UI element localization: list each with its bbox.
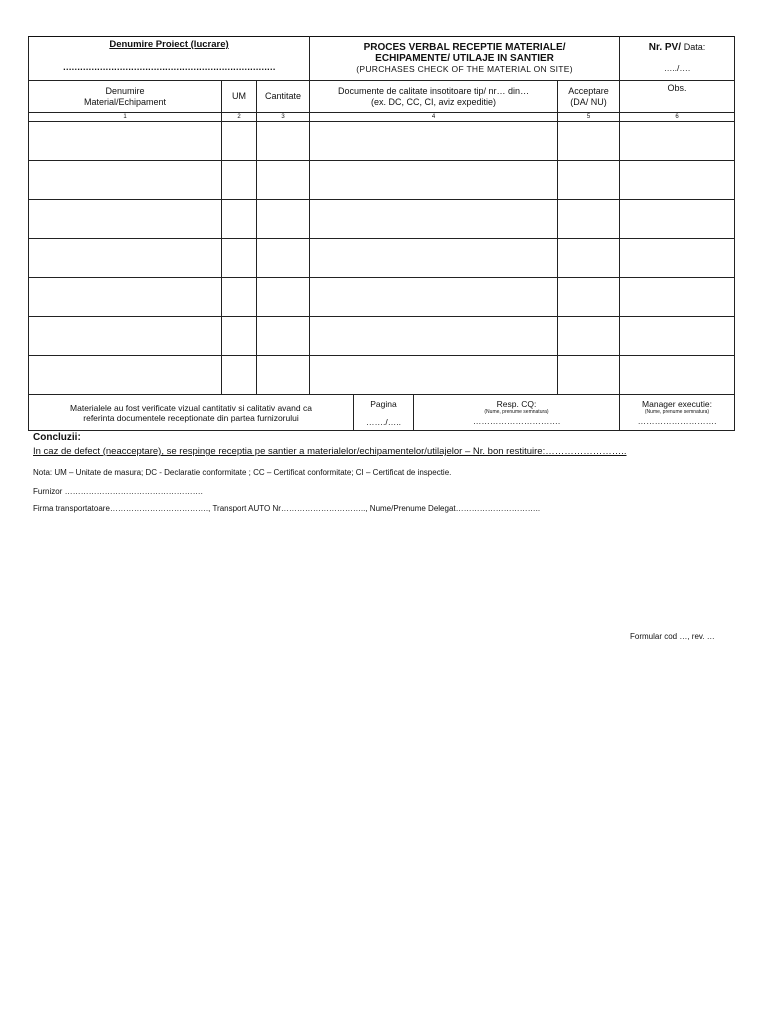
- cell-cantitate[interactable]: [257, 122, 310, 161]
- cell-obs[interactable]: [620, 278, 735, 317]
- column-header-row: [29, 81, 735, 113]
- cell-denumire[interactable]: [29, 317, 222, 356]
- cell-acceptare[interactable]: [558, 122, 620, 161]
- reception-form-table: [28, 36, 735, 395]
- cell-documente[interactable]: [310, 278, 558, 317]
- cell-documente[interactable]: [310, 122, 558, 161]
- pv-title-cell: [310, 37, 620, 81]
- manager-field[interactable]: ……………………….: [637, 416, 717, 426]
- cell-documente[interactable]: [310, 317, 558, 356]
- col-index: 5: [558, 113, 620, 122]
- pv-title-line1: PROCES VERBAL RECEPTIE MATERIALE/: [363, 42, 566, 53]
- project-cell: [29, 37, 310, 81]
- col-denumire-line2: Material/Echipament: [83, 96, 167, 107]
- page-field[interactable]: ……./…..: [366, 416, 401, 427]
- cell-documente[interactable]: [310, 161, 558, 200]
- col-documente-line1: Documente de calitate insotitoare tip/ nr… din…: [337, 85, 530, 96]
- cell-obs[interactable]: [620, 161, 735, 200]
- verification-line2: referinta documentele receptionate din partea furnizorului: [83, 412, 299, 423]
- form-header-row: [29, 37, 735, 81]
- manager-cell: [620, 395, 735, 431]
- verification-statement: [29, 395, 354, 431]
- cell-cantitate[interactable]: [257, 317, 310, 356]
- table-row: [29, 161, 735, 200]
- col-index: 6: [620, 113, 735, 122]
- cell-denumire[interactable]: [29, 200, 222, 239]
- cell-acceptare[interactable]: [558, 278, 620, 317]
- col-index: 3: [257, 113, 310, 122]
- signature-row: [29, 395, 735, 431]
- cell-cantitate[interactable]: [257, 161, 310, 200]
- table-row: [29, 317, 735, 356]
- resp-cq-sublabel: (Nume, prenume semnatura): [484, 409, 549, 415]
- table-row: [29, 356, 735, 395]
- col-cantitate: Cantitate: [257, 81, 310, 113]
- col-documente: [310, 81, 558, 113]
- data-label: Data:: [683, 42, 706, 52]
- nr-pv-label-text: Nr. PV/: [648, 42, 682, 53]
- cell-um[interactable]: [222, 239, 257, 278]
- cell-documente[interactable]: [310, 239, 558, 278]
- col-index: 4: [310, 113, 558, 122]
- transport-field[interactable]: Firma transportatoare………………………………., Transport AUTO Nr………………………….., Nume/Prenume Delegat…………………………..: [33, 504, 541, 513]
- col-acceptare-line1: Acceptare: [568, 85, 609, 96]
- cell-denumire[interactable]: [29, 161, 222, 200]
- column-index-row: [29, 113, 735, 122]
- col-acceptare: [558, 81, 620, 113]
- cell-obs[interactable]: [620, 317, 735, 356]
- cell-acceptare[interactable]: [558, 161, 620, 200]
- resp-cq-field[interactable]: ………………………….: [472, 416, 561, 426]
- nr-pv-label: [620, 42, 734, 53]
- cell-denumire[interactable]: [29, 278, 222, 317]
- cell-acceptare[interactable]: [558, 317, 620, 356]
- manager-label: Manager executie:: [642, 399, 712, 409]
- cell-obs[interactable]: [620, 239, 735, 278]
- conclusions-title: Concluzii:: [33, 432, 81, 443]
- cell-um[interactable]: [222, 317, 257, 356]
- col-documente-line2: (ex. DC, CC, CI, aviz expeditie): [371, 96, 497, 107]
- nr-pv-cell: [620, 37, 735, 81]
- col-denumire: [29, 81, 222, 113]
- col-index: 1: [29, 113, 222, 122]
- cell-um[interactable]: [222, 200, 257, 239]
- manager-sublabel: (Nume, prenume semnatura): [644, 409, 710, 415]
- col-denumire-line1: Denumire: [105, 85, 145, 96]
- table-row: [29, 278, 735, 317]
- cell-cantitate[interactable]: [257, 239, 310, 278]
- form-code: Formular cod …, rev. …: [630, 632, 715, 641]
- col-index: 2: [222, 113, 257, 122]
- cell-acceptare[interactable]: [558, 200, 620, 239]
- cell-cantitate[interactable]: [257, 278, 310, 317]
- project-title: Denumire Proiect (lucrare): [109, 39, 229, 50]
- cell-obs[interactable]: [620, 356, 735, 395]
- nota-text: Nota: UM – Unitate de masura; DC - Declaratie conformitate ; CC – Certificat conformitate; CI – Certificat de inspectie.: [33, 468, 452, 477]
- cell-um[interactable]: [222, 278, 257, 317]
- furnizor-field[interactable]: Furnizor …………………………………………….: [33, 487, 203, 496]
- col-acceptare-line2: (DA/ NU): [570, 96, 607, 107]
- verification-line1: Materialele au fost verificate vizual cantitativ si calitativ avand ca: [70, 402, 312, 413]
- cell-denumire[interactable]: [29, 122, 222, 161]
- cell-um[interactable]: [222, 122, 257, 161]
- signature-table: [28, 394, 735, 431]
- page-label: Pagina: [370, 398, 397, 409]
- table-row: [29, 200, 735, 239]
- resp-cq-label: Resp. CQ:: [496, 399, 537, 409]
- cell-denumire[interactable]: [29, 239, 222, 278]
- cell-documente[interactable]: [310, 200, 558, 239]
- cell-cantitate[interactable]: [257, 356, 310, 395]
- pv-subtitle: (PURCHASES CHECK OF THE MATERIAL ON SITE): [356, 64, 573, 74]
- cell-obs[interactable]: [620, 122, 735, 161]
- resp-cq-cell: [414, 395, 620, 431]
- col-um: UM: [222, 81, 257, 113]
- cell-cantitate[interactable]: [257, 200, 310, 239]
- cell-denumire[interactable]: [29, 356, 222, 395]
- col-obs: Obs.: [620, 81, 735, 113]
- cell-acceptare[interactable]: [558, 239, 620, 278]
- cell-um[interactable]: [222, 356, 257, 395]
- conclusions-text: In caz de defect (neacceptare), se respinge receptia pe santier a materialelor/echipamentelor/utilajelor – Nr. bon restituire:……………………..: [33, 446, 627, 457]
- cell-um[interactable]: [222, 161, 257, 200]
- pv-title-line2: ECHIPAMENTE/ UTILAJE IN SANTIER: [375, 53, 554, 64]
- project-name-field[interactable]: …………………………………………………………………: [62, 62, 276, 72]
- cell-acceptare[interactable]: [558, 356, 620, 395]
- nr-pv-field[interactable]: …../….: [663, 63, 691, 73]
- table-row: [29, 239, 735, 278]
- cell-obs[interactable]: [620, 200, 735, 239]
- table-row: [29, 122, 735, 161]
- page-cell: [354, 395, 414, 431]
- cell-documente[interactable]: [310, 356, 558, 395]
